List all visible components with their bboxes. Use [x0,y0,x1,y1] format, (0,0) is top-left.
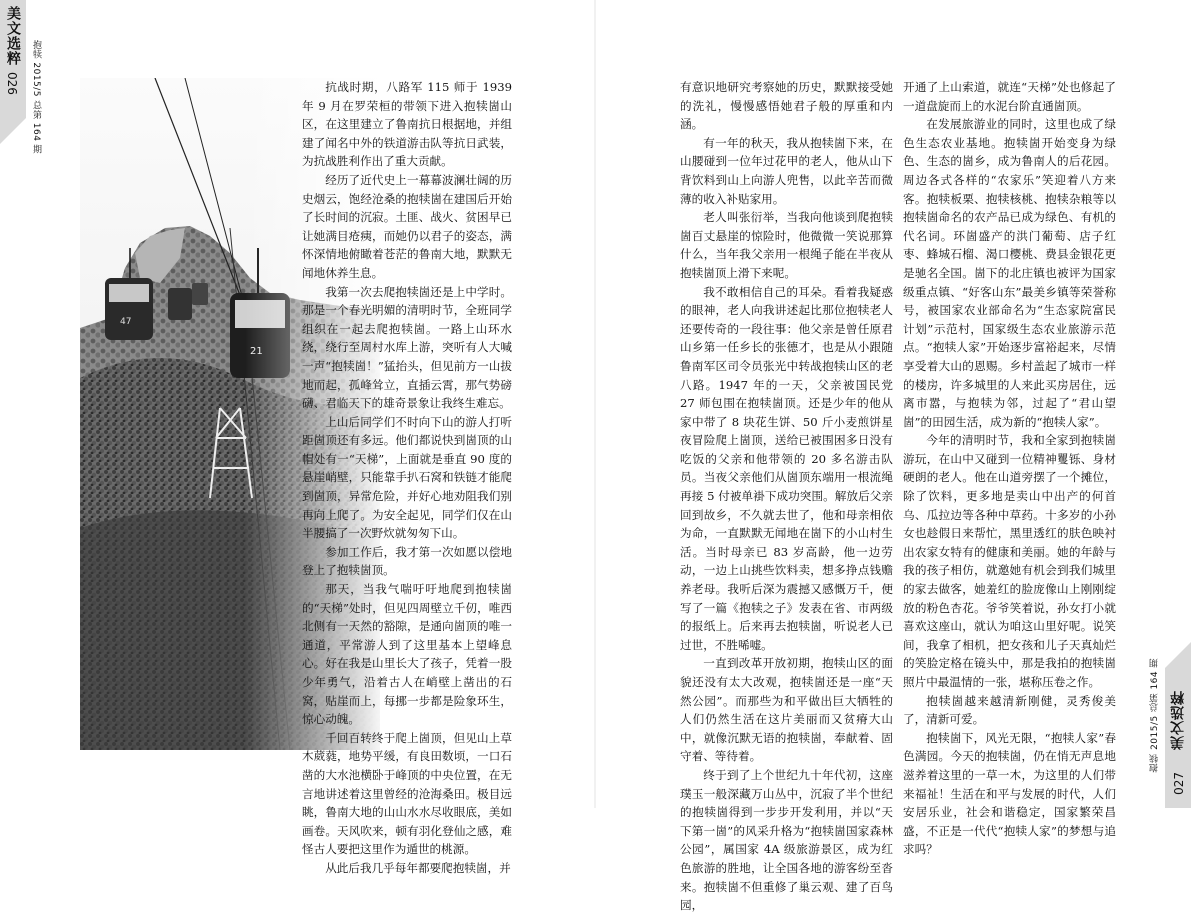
paragraph: 那天，当我气喘吁吁地爬到抱犊崮的“天梯”处时，但见四周壁立千仞，唯西北侧有一天然的豁隙，是通向崮顶的唯一通道，平常游人到了这里基本上望峰息心。好在我是山里长大了孩子，凭着一股少年勇气，沿着古人在峭壁上凿出的石窝，贴崖而上，每挪一步都是险象环生，惊心动魄。 [302,582,512,727]
paragraph: 在发展旅游业的同时，这里也成了绿色生态农业基地。抱犊崮开始变身为绿色、生态的崮乡，成为鲁南人的后花园。周边各式各样的“农家乐”笑迎着八方来客。抱犊板栗、抱犊核桃、抱犊杂粮等以抱犊崮命名的农产品已成为绿色、有机的代名词。环崮盛产的洪门葡萄、店子红枣、蜂城石榴、渴口樱桃、费县金银花更是驰名全国。崮下的北庄镇也被评为国家级重点镇、“好客山东”最美乡镇等荣誉称号，被国家农业部命名为“生态家院富民计划”示范村，国家级生态农业旅游示范点。“抱犊人家”开始逐步富裕起来，尽情享受着大山的恩赐。乡村盖起了城市一样的楼房，许多城里的人来此买房居住，远离市嚣，与抱犊为邻，过起了“君山望崮”的田园生活，成为新的“抱犊人家”。 [903,117,1116,429]
paragraph: 有意识地研究考察她的历史，默默接受她的洗礼，慢慢感悟她君子般的厚重和内涵。 [680,80,893,132]
issue-info: 抱犊 2015/5 总第 164 期 [1150,658,1160,773]
paragraph: 参加工作后，我才第一次如愿以偿地登上了抱犊崮顶。 [302,544,512,578]
paragraph: 我第一次去爬抱犊崮还是上中学时。那是一个春光明媚的清明时节，全班同学组织在一起去爬抱犊崮。一路上山环水绕，绕行至周村水库上游，突听有人大喊一声“抱犊崮！”猛抬头，但见前方一山拔地而起，孤峰耸立，直插云霄，那气势磅礴、君临天下的雄奇景象让我终生难忘。 [302,284,512,411]
right-page [596,0,1191,913]
paragraph: 开通了上山索道，就连“天梯”处也修起了一道盘旋而上的水泥台阶直通崮顶。 [903,80,1116,113]
right-text-column-2 [903,78,1116,859]
paragraph: 抱犊崮越来越清新刚健，灵秀俊美了，清新可爱。 [903,693,1116,727]
right-text-column-1 [680,78,893,915]
paragraph: 从此后我几乎每年都要爬抱犊崮，并 [325,860,511,875]
issue-info: 抱犊 2015/5 总第 164 期 [31,40,41,155]
magazine-name: 美文选粹 [1170,690,1186,750]
page-number: 027 [1172,772,1186,795]
paragraph: 经历了近代史上一幕幕波澜壮阔的历史烟云，饱经沧桑的抱犊崮在建国后开始了长时间的沉寂。土匪、战火、贫困早已让她满目疮痍，而她仍以君子的姿态，满怀深情地俯瞰着苍茫的鲁南大地，默默无闻地休养生息。 [302,172,512,280]
left-page [0,0,595,875]
paragraph: 抗战时期，八路军 115 师于 1939 年 9 月在罗荣桓的带领下进入抱犊崮山区，在这里建立了鲁南抗日根据地，并组建了闻名中外的铁道游击队等抗日武装，为抗战胜利作出了重大贡献。 [302,80,512,169]
left-tab-notch [0,118,26,144]
paragraph: 千回百转终于爬上崮顶，但见山上草木葳蕤，地势平缓，有良田数顷，一口石凿的大水池横卧于峰顶的中央位置，在无言地讲述着这里曾经的沧海桑田。极目远眺，鲁南大地的山山水水尽收眼底，美如画卷。天风吹来，顿有羽化登仙之感，难怪古人要把这里作为遁世的桃源。 [302,730,512,857]
paragraph: 有一年的秋天，我从抱犊崮下来，在山腰碰到一位年过花甲的老人，他从山下背饮料到山上向游人兜售，以此辛苦而微薄的收入补贴家用。 [680,135,893,206]
paragraph: 一直到改革开放初期，抱犊山区的面貌还没有太大改观，抱犊崮还是一座“天然公园”。而那些为和平做出巨大牺牲的人们仍然生活在这片美丽而又贫瘠大山中，就像沉默无语的抱犊崮，奉献着、固守着、等待着。 [680,656,893,764]
paragraph: 上山后同学们不时向下山的游人打听距崮顶还有多远。他们都说快到崮顶的山帽处有一“天梯”，上面就是垂直 90 度的悬崖峭壁，只能靠手扒石窝和铁链才能爬到崮顶，异常危险，并好心地劝阻我们别再向上爬了。为安全起见，同学们仅在山半腰搞了一次野炊就匆匆下山。 [302,414,512,541]
paragraph: 我不敢相信自己的耳朵。看着我疑惑的眼神，老人向我讲述起比那位抱犊老人还要传奇的一段往事：他父亲是曾任原君山乡第一任乡长的张德才，也是从小跟随鲁南军区司令员张光中转战抱犊山区的老八路。1947 年的一天，父亲被国民党 27 师包围在抱犊崮顶。还是少年的他从家中带了 8 块花生饼、50 斤小麦煎饼星夜冒险爬上崮顶，送给已被围困多日没有吃饭的父亲和他带领的 20 多名游击队员。当夜父亲他们从崮顶东端用一根流绳再接 5 付被单褂下成功突围。解放后父亲回到故乡，不久就去世了，他和母亲相依为命，一直默默无闻地在崮下的小山村生活。当时母亲已 83 岁高龄，他一边劳动，一边上山挑些饮料卖，想多挣点钱赡养老母。我听后深为震撼又感慨万千，便写了一篇《抱犊之子》发表在省、市两级的报纸上。后来再去抱犊崮，听说老人已过世，不胜唏嘘。 [680,284,893,652]
page-number: 026 [5,72,19,95]
paragraph: 今年的清明时节，我和全家到抱犊崮游玩，在山中又碰到一位精神矍铄、身材硬朗的老人。他在山道旁摆了一个摊位，除了饮料，更多地是卖山中出产的何首乌、瓜拉边等各种中草药。十多岁的小孙女也趁假日来帮忙，黑里透红的肤色映衬出农家女特有的健康和美丽。她的年龄与我的孩子相仿，就邀她有机会到我们城里的家去做客，她羞红的脸庞像山上刚刚绽放的粉色杏花。爷爷笑着说，孙女打小就喜欢这座山，就认为咱这山里好呢。说笑间，我拿了相机，把女孩和儿子天真灿烂的笑脸定格在镜头中，那是我拍的抱犊崮照片中最温情的一张，堪称压卷之作。 [903,433,1116,689]
paragraph: 抱犊崮下，风光无限，“抱犊人家”春色满园。今天的抱犊崮，仍在悄无声息地滋养着这里的一草一木，为这里的人们带来福祉！生活在和平与发展的时代，人们安居乐业，社会和谐稳定，国家繁荣昌盛，不正是一代代“抱犊人家”的梦想与追求吗？ [903,730,1116,857]
magazine-name: 美文选粹 [5,6,21,66]
right-tab-notch [1165,642,1191,668]
left-text-column [302,78,512,878]
paragraph: 老人叫张衍举，当我向他谈到爬抱犊崮百丈悬崖的惊险时，他微微一笑说那算什么，当年我父亲用一根绳子能在半夜从抱犊崮顶上滑下来呢。 [680,210,893,280]
paragraph: 终于到了上个世纪九十年代初，这座璞玉一般深藏万山丛中，沉寂了半个世纪的抱犊崮得到一步步开发利用，并以“天下第一崮”的风采升格为“抱犊崮国家森林公园”，属国家 4A 级旅游景区，成为红色旅游的胜地，让全国各地的游客纷至沓来。抱犊崮不但重修了巢云观、建了百鸟园， [680,767,893,913]
